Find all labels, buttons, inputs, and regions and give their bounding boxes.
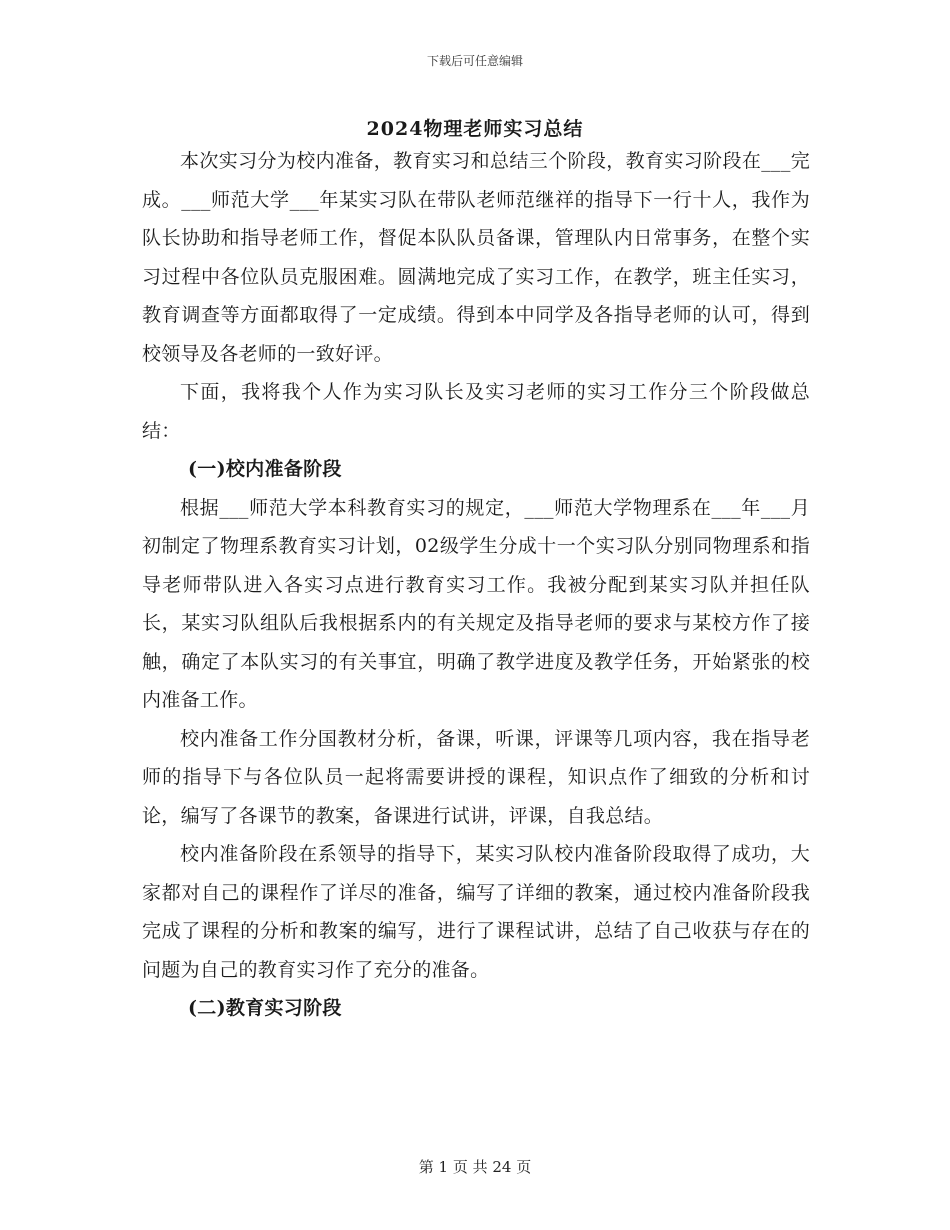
section1-paragraph-1: 根据___师范大学本科教育实习的规定，___师范大学物理系在___年___月初制定了物理系教育实习计划，02级学生分成十一个实习队分别同物理系和指导老师带队进入各实习点进行教育实习工作。我被分配到某实习队并担任队长，某实习队组队后我根据系内的有关规定及指导老师的要求与某校方作了接触，确定了本队实习的有关事宜，明确了教学进度及教学任务，开始紧张的校内准备工作。	[142, 496, 810, 711]
section-heading-1: (一)校内准备阶段	[188, 458, 342, 480]
intro-paragraph-1: 本次实习分为校内准备，教育实习和总结三个阶段，教育实习阶段在___完成。___师范大学___年某实习队在带队老师范继祥的指导下一行十人，我作为队长协助和指导老师工作，督促本队队员备课，管理队内日常事务，在整个实习过程中各位队员克服困难。圆满地完成了实习工作，在教学，班主任实习，教育调查等方面都取得了一定成绩。得到本中同学及各指导老师的认可，得到校领导及各老师的一致好评。	[142, 150, 810, 365]
document-body	[142, 142, 810, 1028]
section-heading-2: (二)教育实习阶段	[188, 997, 342, 1019]
page-header-note: 下载后可任意编辑	[426, 54, 523, 68]
document-title: 2024物理老师实习总结	[366, 118, 584, 140]
section1-paragraph-2: 校内准备工作分国教材分析，备课，听课，评课等几项内容，我在指导老师的指导下与各位队员一起将需要讲授的课程，知识点作了细致的分析和讨论，编写了各课节的教案，备课进行试讲，评课，自我总结。	[142, 727, 810, 827]
intro-paragraph-2: 下面，我将我个人作为实习队长及实习老师的实习工作分三个阶段做总结：	[142, 381, 810, 442]
page-footer-number: 第 1 页 共 24 页	[418, 1158, 532, 1176]
section1-paragraph-3: 校内准备阶段在系领导的指导下，某实习队校内准备阶段取得了成功，大家都对自己的课程作了详尽的准备，编写了详细的教案，通过校内准备阶段我完成了课程的分析和教案的编写，进行了课程试讲，总结了自己收获与存在的问题为自己的教育实习作了充分的准备。	[142, 843, 810, 981]
